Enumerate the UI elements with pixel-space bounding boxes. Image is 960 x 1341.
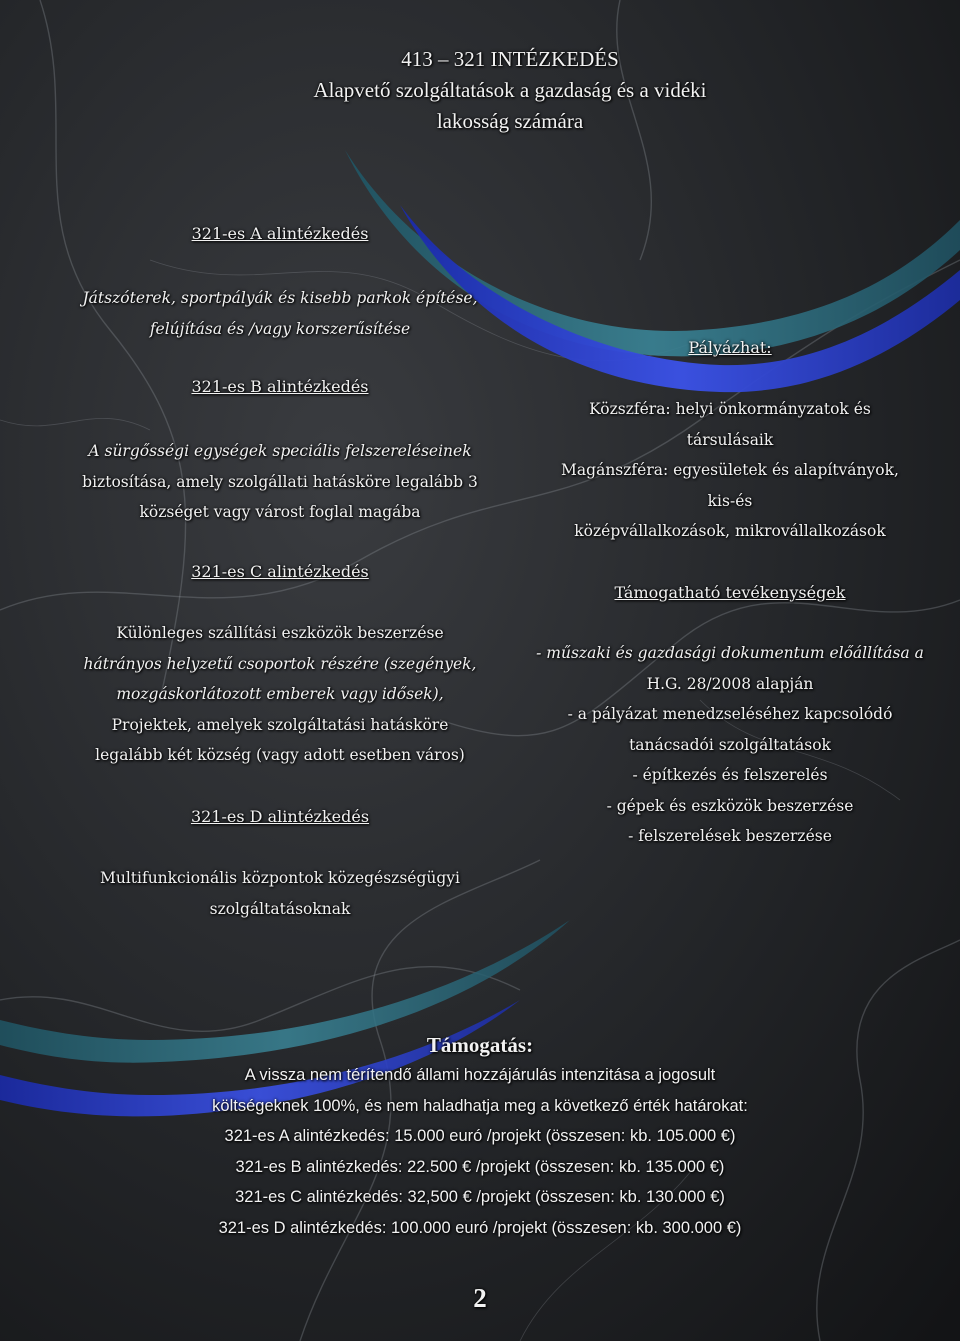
measure-c-line: mozgáskorlátozott emberek vagy idősek),	[116, 685, 444, 703]
activities-line: - építkezés és felszerelés	[632, 766, 828, 784]
measure-d-line: szolgáltatásoknak	[209, 899, 351, 918]
measure-d-line: Multifunkcionális központok közegészségügyi	[99, 869, 461, 887]
activities-line: tanácsadói szolgáltatások	[629, 735, 831, 754]
page-number: 2	[473, 1283, 487, 1313]
activities-line: H.G. 28/2008 alapján	[646, 674, 814, 693]
applicants-line: középvállalkozások, mikrovállalkozások	[574, 522, 886, 540]
measure-b-line: községet vagy várost foglal magába	[139, 503, 421, 521]
measure-c-line: Különleges szállítási eszközök beszerzése	[116, 624, 444, 642]
support-line: 321-es D alintézkedés: 100.000 euró /projekt (összesen: kb. 300.000 €)	[218, 1218, 742, 1237]
title-line-1: 413 – 321 INTÉZKEDÉS	[401, 47, 619, 71]
support-heading: Támogatás:	[426, 1033, 534, 1057]
activities-line: - felszerelések beszerzése	[628, 827, 832, 845]
measure-c-line: hátrányos helyzetű csoportok részére (szegények,	[83, 654, 477, 673]
title-line-2: Alapvető szolgáltatások a gazdaság és a vidéki	[313, 78, 707, 102]
activities-line: - gépek és eszközök beszerzése	[606, 796, 854, 815]
measure-c-line: Projektek, amelyek szolgáltatási hatásköre	[111, 715, 449, 734]
support-section	[80, 1030, 880, 1243]
page-title	[180, 44, 840, 137]
support-line: költségeknek 100%, és nem haladhatja meg a következő érték határokat:	[212, 1096, 748, 1115]
applicants-line: Közszféra: helyi önkormányzatok és	[589, 400, 871, 418]
measure-c-description	[40, 618, 520, 771]
applicants-heading: Pályázhat:	[688, 338, 772, 357]
measure-c-heading: 321-es C alintézkedés	[191, 562, 369, 581]
measure-a-description	[40, 283, 520, 344]
applicants-line: társulásaik	[686, 430, 774, 449]
measure-a-line: Játszóterek, sportpályák és kisebb parkok építése,	[82, 289, 478, 307]
measure-a-heading: 321-es A alintézkedés	[191, 224, 369, 243]
activities-list	[500, 638, 960, 852]
activities-heading: Támogatható tevékenységek	[614, 583, 846, 602]
activities-line: - műszaki és gazdasági dokumentum előállítása a	[536, 644, 924, 662]
measure-d-heading: 321-es D alintézkedés	[190, 807, 370, 826]
support-line: 321-es B alintézkedés: 22.500 € /projekt (összesen: kb. 135.000 €)	[235, 1157, 725, 1176]
applicants-line: Magánszféra: egyesületek és alapítványok,	[561, 461, 899, 479]
measure-d-description	[40, 863, 520, 924]
applicants-line: kis-és	[707, 491, 753, 510]
activities-line: - a pályázat menedzseléséhez kapcsolódó	[567, 705, 893, 723]
support-line: A vissza nem térítendő állami hozzájárulás intenzitása a jogosult	[244, 1066, 716, 1084]
measure-b-heading: 321-es B alintézkedés	[191, 377, 369, 396]
applicants-list	[500, 394, 960, 547]
title-line-3: lakosság számára	[436, 109, 584, 133]
support-line: 321-es C alintézkedés: 32,500 € /projekt (összesen: kb. 130.000 €)	[235, 1188, 725, 1206]
measure-c-line: legalább két község (vagy adott esetben város)	[95, 746, 465, 764]
measure-a-line: felújítása és /vagy korszerűsítése	[149, 319, 411, 338]
measure-b-line: A sürgősségi egységek speciális felszereléseinek	[88, 442, 472, 460]
measure-b-line: biztosítása, amely szolgállati hatásköre legalább 3	[82, 472, 478, 491]
support-line: 321-es A alintézkedés: 15.000 euró /projekt (összesen: kb. 105.000 €)	[224, 1127, 736, 1145]
measure-b-description	[40, 436, 520, 528]
